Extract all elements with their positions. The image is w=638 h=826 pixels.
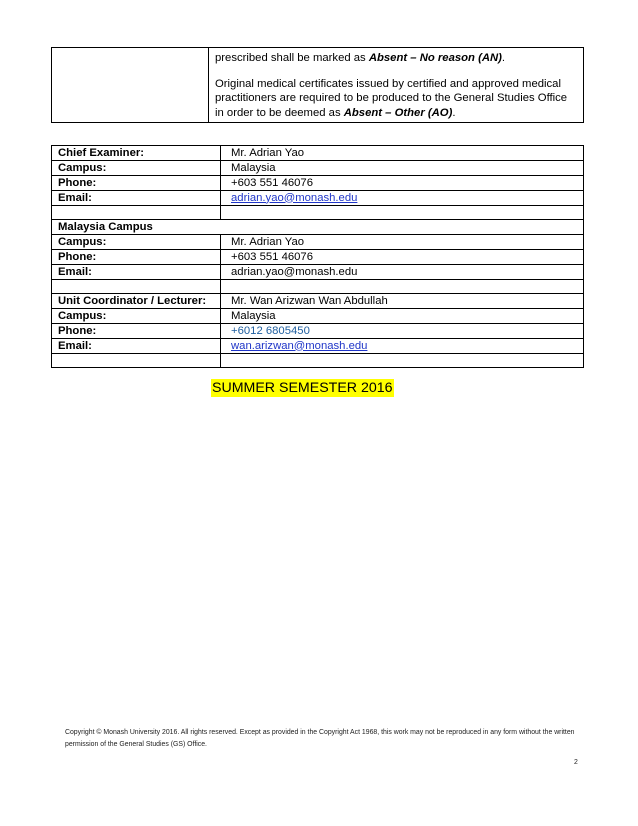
phone-value: +603 551 46076 — [221, 250, 584, 265]
table-row — [52, 265, 584, 280]
table-row — [52, 220, 584, 235]
policy-text-cell — [209, 48, 584, 123]
empty-cell — [52, 48, 209, 123]
attendance-policy-table — [51, 47, 584, 123]
table-row — [52, 294, 584, 309]
spacer-row — [52, 354, 584, 368]
spacer-row — [52, 206, 584, 220]
table-row — [52, 250, 584, 265]
email-label: Email: — [52, 339, 221, 354]
table-row — [52, 339, 584, 354]
email-label: Email: — [52, 191, 221, 206]
absent-other-term: Absent – Other (AO) — [343, 106, 453, 119]
table-row — [52, 161, 584, 176]
coordinator-email-link[interactable]: wan.arizwan@monash.edu — [231, 339, 368, 352]
absent-no-reason-term: Absent – No reason (AN) — [368, 52, 502, 64]
campus-value: Malaysia — [221, 161, 584, 176]
chief-examiner-email-link[interactable]: adrian.yao@monash.edu — [231, 191, 358, 204]
coordinator-phone-link[interactable]: +6012 6805450 — [231, 324, 310, 337]
email-label: Email: — [52, 265, 221, 280]
campus-label: Campus: — [52, 309, 221, 324]
staff-contacts-table — [51, 145, 584, 368]
table-row — [52, 324, 584, 339]
table-row — [52, 235, 584, 250]
semester-banner: SUMMER SEMESTER 2016 — [212, 380, 393, 396]
medical-certificate-paragraph: Original medical certificates issued by certified and approved medical practitioners are required to be produced to the General Studies Office in order to be deemed as Absent – Other (AO). — [215, 77, 568, 119]
chief-examiner-label: Chief Examiner: — [52, 146, 221, 161]
spacer-row — [52, 280, 584, 294]
table-row — [52, 191, 584, 206]
page-number: 2 — [574, 759, 578, 766]
campus-value: Mr. Adrian Yao — [221, 235, 584, 250]
phone-label: Phone: — [52, 250, 221, 265]
table-row — [52, 176, 584, 191]
phone-label: Phone: — [52, 324, 221, 339]
table-row — [52, 146, 584, 161]
table-row — [52, 309, 584, 324]
campus-value: Malaysia — [221, 309, 584, 324]
email-value: adrian.yao@monash.edu — [221, 265, 584, 280]
campus-label: Campus: — [52, 161, 221, 176]
absent-no-reason-paragraph: prescribed shall be marked as Absent – No reason (AN). — [215, 52, 506, 64]
coordinator-value: Mr. Wan Arizwan Wan Abdullah — [221, 294, 584, 309]
coordinator-label: Unit Coordinator / Lecturer: — [52, 294, 221, 309]
copyright-notice: Copyright © Monash University 2016. All rights reserved. Except as provided in the Copyright Act 1968, this work may not be reproduced in any form without the written permission of the General Studies (GS) Office. — [65, 729, 575, 748]
phone-label: Phone: — [52, 176, 221, 191]
phone-value: +603 551 46076 — [221, 176, 584, 191]
chief-examiner-value: Mr. Adrian Yao — [221, 146, 584, 161]
malaysia-campus-heading: Malaysia Campus — [52, 220, 584, 235]
campus-label: Campus: — [52, 235, 221, 250]
